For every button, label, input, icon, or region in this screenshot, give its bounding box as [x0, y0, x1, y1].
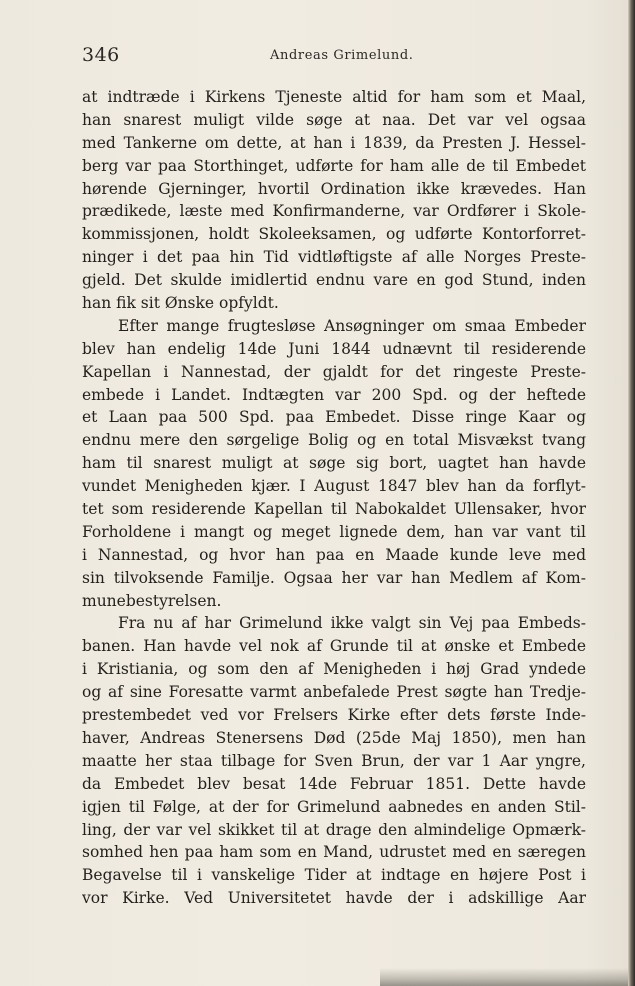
- text-line: kommissjonen, holdt Skoleeksamen, og udførte Kontorforret-: [82, 225, 586, 244]
- text-line: Begavelse til i vanskelige Tider at indtage en højere Post i: [82, 866, 586, 885]
- text-line: tet som residerende Kapellan til Nabokaldet Ullensaker, hvor: [82, 500, 586, 519]
- page-bottom-shadow: [380, 968, 635, 986]
- text-line: han fik sit Ønske opfyldt.: [82, 294, 279, 313]
- text-line: igjen til Følge, at der for Grimelund aabnedes en anden Stil-: [82, 797, 586, 816]
- running-title: Andreas Grimelund.: [270, 48, 414, 63]
- text-line: Fra nu af har Grimelund ikke valgt sin Vej paa Embeds-: [118, 614, 586, 633]
- text-line: prædikede, læste med Konfirmanderne, var Ordfører i Skole-: [82, 202, 586, 221]
- text-line: prestembedet ved vor Frelsers Kirke efter dets første Inde-: [82, 706, 586, 725]
- text-line: ninger i det paa hin Tid vidtløftigste af alle Norges Preste-: [82, 248, 586, 267]
- page-number: 346: [82, 44, 120, 66]
- text-line: ham til snarest muligt at søge sig bort, uagtet han havde: [82, 454, 586, 473]
- page-binding-edge: [628, 0, 635, 986]
- text-line: vundet Menigheden kjær. I August 1847 blev han da forflyt-: [82, 477, 586, 496]
- text-line: i Nannestad, og hvor han paa en Maade kunde leve med: [82, 545, 586, 564]
- text-line: vor Kirke. Ved Universitetet havde der i adskillige Aar: [82, 889, 586, 908]
- text-line: da Embedet blev besat 14de Februar 1851. Dette havde: [82, 774, 586, 793]
- text-line: i Kristiania, og som den af Menigheden i høj Grad yndede: [82, 660, 586, 679]
- text-line: maatte her staa tilbage for Sven Brun, der var 1 Aar yngre,: [82, 751, 586, 770]
- text-line: at indtræde i Kirkens Tjeneste altid for ham som et Maal,: [82, 88, 586, 106]
- text-line: munebestyrelsen.: [82, 591, 222, 610]
- body-text: [82, 86, 586, 910]
- text-line: embede i Landet. Indtægten var 200 Spd. og der heftede: [82, 385, 586, 404]
- text-line: haver, Andreas Stenersens Død (25de Maj 1850), men han: [82, 728, 586, 747]
- text-line: banen. Han havde vel nok af Grunde til at ønske et Embede: [82, 637, 586, 656]
- text-line: et Laan paa 500 Spd. paa Embedet. Disse ringe Kaar og: [82, 408, 586, 427]
- text-line: sin tilvoksende Familje. Ogsaa her var han Medlem af Kom-: [82, 568, 586, 587]
- text-line: Forholdene i mangt og meget lignede dem, han var vant til: [82, 522, 586, 541]
- text-line: berg var paa Storthinget, udførte for ham alle de til Embedet: [82, 156, 586, 175]
- text-line: med Tankerne om dette, at han i 1839, da Presten J. Hessel-: [82, 133, 586, 152]
- text-line: Efter mange frugtesløse Ansøgninger om smaa Embeder: [118, 316, 586, 335]
- text-line: Kapellan i Nannestad, der gjaldt for det ringeste Preste-: [82, 362, 586, 381]
- text-line: han snarest muligt vilde søge at naa. Det var vel ogsaa: [82, 110, 586, 129]
- text-line: somhed hen paa ham som en Mand, udrustet med en særegen: [82, 843, 586, 862]
- text-line: endnu mere den sørgelige Bolig og en total Misvækst tvang: [82, 431, 586, 450]
- text-line: hørende Gjerninger, hvortil Ordination ikke krævedes. Han: [82, 179, 586, 198]
- text-line: gjeld. Det skulde imidlertid endnu vare en god Stund, inden: [82, 271, 586, 290]
- text-line: ling, der var vel skikket til at drage den almindelige Opmærk-: [82, 820, 586, 839]
- text-line: og af sine Foresatte varmt anbefalede Prest søgte han Tredje-: [82, 683, 586, 702]
- text-line: blev han endelig 14de Juni 1844 udnævnt til residerende: [82, 339, 586, 358]
